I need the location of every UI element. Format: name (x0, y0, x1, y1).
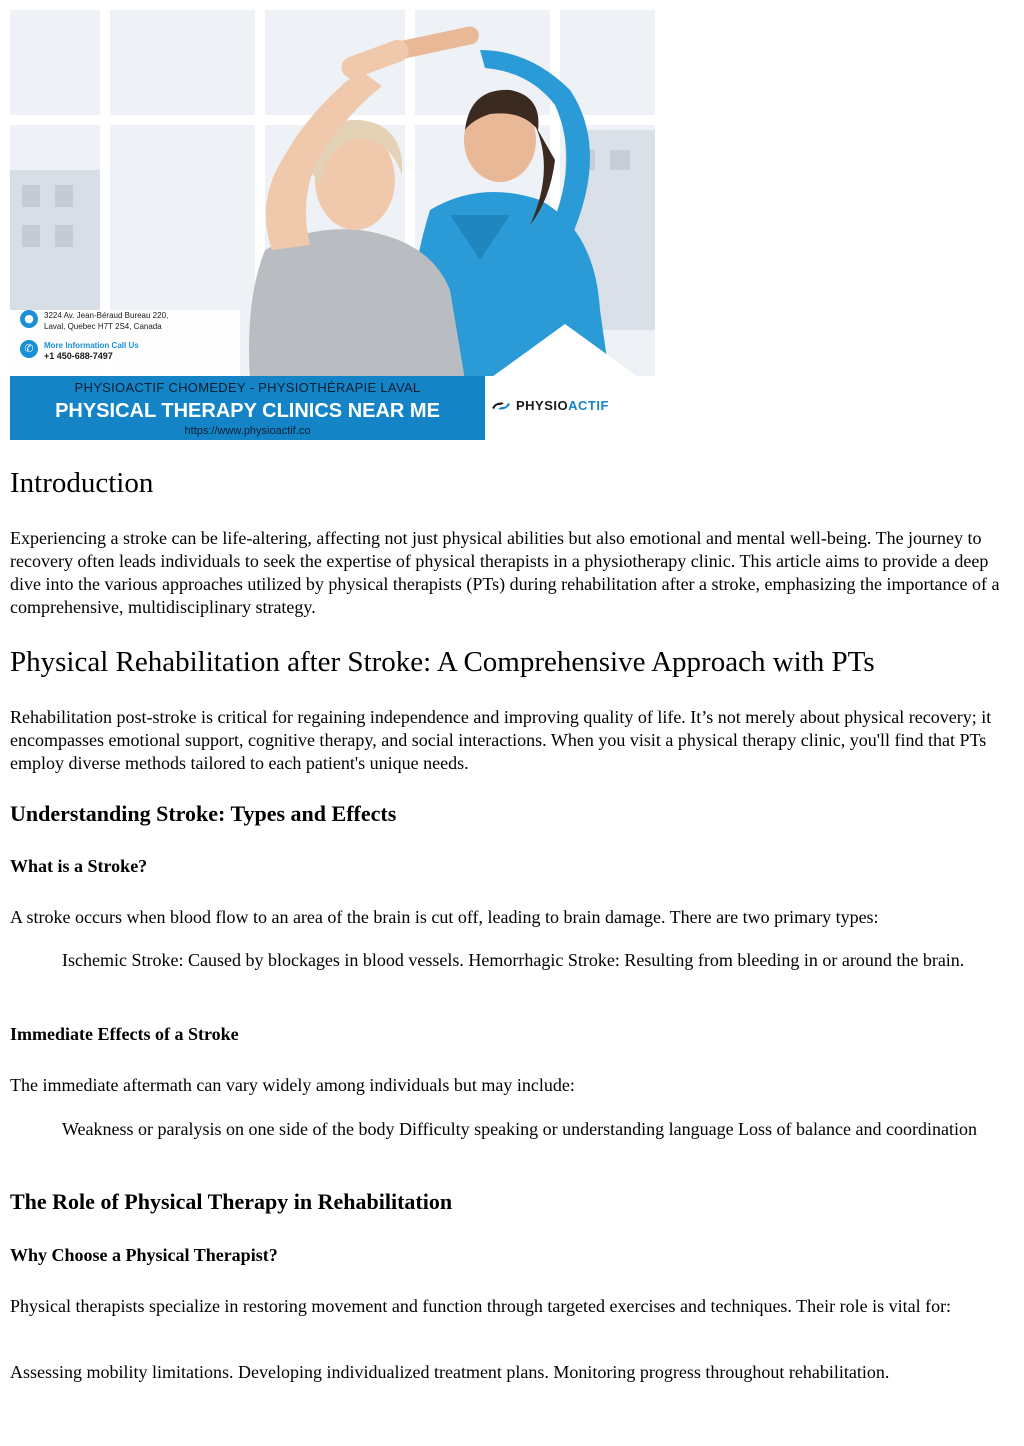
heading-physical-rehabilitation: Physical Rehabilitation after Stroke: A Comprehensive Approach with PTs (10, 646, 875, 678)
paragraph-introduction: Experiencing a stroke can be life-altering, affecting not just physical abilities but also emotional and mental well-being. The journey to recovery often leads individuals to seek the expertise of physical therapists in a physiotherapy clinic. This article aims to provide a deep dive into the various approaches utilized by physical therapists (PTs) during rehabilitation after a stroke, emphasizing the importance of a comprehensive, multidisciplinary strategy. (10, 528, 1000, 617)
phone-row (20, 340, 240, 362)
hero-image (10, 10, 655, 440)
paragraph-immediate-effects: The immediate aftermath can vary widely among individuals but may include: (10, 1075, 575, 1095)
paragraph-why-choose-pt: Physical therapists specialize in restoring movement and function through targeted exercises and techniques. Their role is vital for: (10, 1296, 952, 1316)
list-effects: Weakness or paralysis on one side of the body Difficulty speaking or understanding language Loss of balance and coordination (62, 1119, 977, 1139)
paragraph-pt-roles: Assessing mobility limitations. Developing individualized treatment plans. Monitoring progress throughout rehabilitation. (10, 1362, 890, 1382)
heading-why-choose-pt: Why Choose a Physical Therapist? (10, 1245, 278, 1265)
physioactif-logo (490, 398, 609, 414)
address-line-2: Laval, Quebec H7T 2S4, Canada (44, 322, 162, 331)
phone-number[interactable]: +1 450-688-7497 (44, 351, 113, 361)
heading-understanding-stroke: Understanding Stroke: Types and Effects (10, 801, 397, 826)
heading-role-of-physical-therapy: The Role of Physical Therapy in Rehabilitation (10, 1189, 453, 1214)
phone-icon: ✆ (20, 340, 38, 358)
paragraph-rehabilitation: Rehabilitation post-stroke is critical for regaining independence and improving quality of life. It’s not merely about physical recovery; it encompasses emotional support, cognitive therapy, and social interactions. When you visit a physical therapy clinic, you'll find that PTs employ diverse methods tailored to each patient's unique needs. (10, 707, 992, 773)
logo-part-physio: PHYSIO (516, 398, 569, 413)
banner-top-text: PHYSIOACTIF CHOMEDEY - PHYSIOTHÉRAPIE LAVAL (74, 380, 421, 395)
paragraph-what-is-stroke: A stroke occurs when blood flow to an area of the brain is cut off, leading to brain damage. There are two primary types: (10, 907, 879, 927)
heading-what-is-stroke: What is a Stroke? (10, 856, 148, 876)
location-pin-icon: ● (20, 310, 38, 328)
banner (10, 376, 485, 440)
address-row (20, 310, 240, 332)
house-shape (475, 322, 655, 382)
heading-introduction: Introduction (10, 467, 154, 499)
address-text (44, 310, 168, 332)
heading-immediate-effects: Immediate Effects of a Stroke (10, 1024, 239, 1044)
banner-url[interactable]: https://www.physioactif.co (184, 425, 311, 437)
phone-text (44, 340, 139, 362)
address-line-1: 3224 Av. Jean-Béraud Bureau 220, (44, 311, 169, 320)
logo-part-actif: ACTIF (568, 398, 609, 413)
info-label: More Information Call Us (44, 341, 139, 350)
contact-info (20, 310, 240, 370)
logo-swirl-icon (490, 400, 512, 412)
list-stroke-types: Ischemic Stroke: Caused by blockages in blood vessels. Hemorrhagic Stroke: Resulting from bleeding in or around the brain. (62, 950, 965, 970)
banner-main-text: PHYSICAL THERAPY CLINICS NEAR ME (55, 400, 440, 422)
